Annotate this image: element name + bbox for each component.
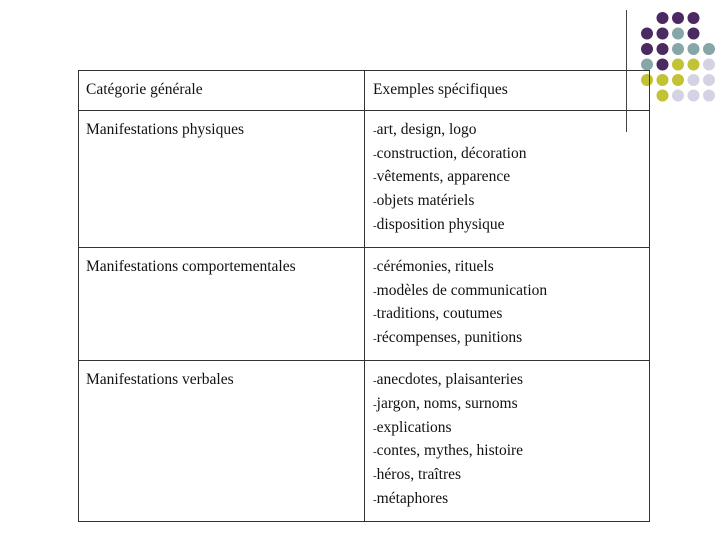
decorative-dot xyxy=(672,90,684,102)
decorative-dot xyxy=(688,90,700,102)
example-item: -héros, traîtres xyxy=(373,466,462,484)
example-item: -objets matériels xyxy=(373,192,475,210)
decorative-dot xyxy=(703,74,715,86)
decorative-dot xyxy=(688,43,700,55)
decorative-dot xyxy=(672,43,684,55)
decorative-dot xyxy=(688,12,700,24)
row-examples xyxy=(365,247,650,360)
table-row xyxy=(79,110,650,247)
table-header-row xyxy=(79,71,650,111)
row-category: Manifestations physiques xyxy=(79,110,365,247)
example-item: -récompenses, punitions xyxy=(373,329,523,347)
example-item: -contes, mythes, histoire xyxy=(373,442,524,460)
decorative-dot xyxy=(657,90,669,102)
header-specific-examples: Exemples spécifiques xyxy=(365,71,650,111)
example-item: -traditions, coutumes xyxy=(373,305,503,323)
row-examples xyxy=(365,110,650,247)
row-category: Manifestations verbales xyxy=(79,360,365,521)
decorative-dot xyxy=(672,59,684,71)
decorative-dot xyxy=(641,28,653,40)
decorative-dot xyxy=(703,43,715,55)
decorative-dot xyxy=(657,43,669,55)
example-item: -disposition physique xyxy=(373,215,505,233)
culture-manifestations-table xyxy=(78,70,650,522)
decorative-dot xyxy=(641,59,653,71)
example-item: -modèles de communication xyxy=(373,281,548,299)
decorative-dot xyxy=(641,43,653,55)
example-item: -vêtements, apparence xyxy=(373,168,511,186)
decorative-dot xyxy=(703,90,715,102)
decorative-dot xyxy=(672,28,684,40)
header-general-category: Catégorie générale xyxy=(79,71,365,111)
example-item: -construction, décoration xyxy=(373,144,527,162)
decorative-dot xyxy=(688,74,700,86)
decorative-dot xyxy=(657,59,669,71)
decorative-dot-grid xyxy=(639,10,719,120)
decorative-dot xyxy=(657,74,669,86)
decorative-dot xyxy=(657,12,669,24)
example-item: -art, design, logo xyxy=(373,120,477,138)
table-row xyxy=(79,247,650,360)
decorative-dot xyxy=(688,59,700,71)
decorative-dot xyxy=(672,74,684,86)
example-item: -cérémonies, rituels xyxy=(373,257,494,275)
decorative-dot xyxy=(703,59,715,71)
decorative-dot xyxy=(672,12,684,24)
row-examples xyxy=(365,360,650,521)
decorative-dot xyxy=(688,28,700,40)
decorative-dot xyxy=(657,28,669,40)
table-row xyxy=(79,360,650,521)
row-category: Manifestations comportementales xyxy=(79,247,365,360)
example-item: -explications xyxy=(373,418,452,436)
example-item: -anecdotes, plaisanteries xyxy=(373,370,523,388)
example-item: -métaphores xyxy=(373,489,449,507)
example-item: -jargon, noms, surnoms xyxy=(373,394,518,412)
